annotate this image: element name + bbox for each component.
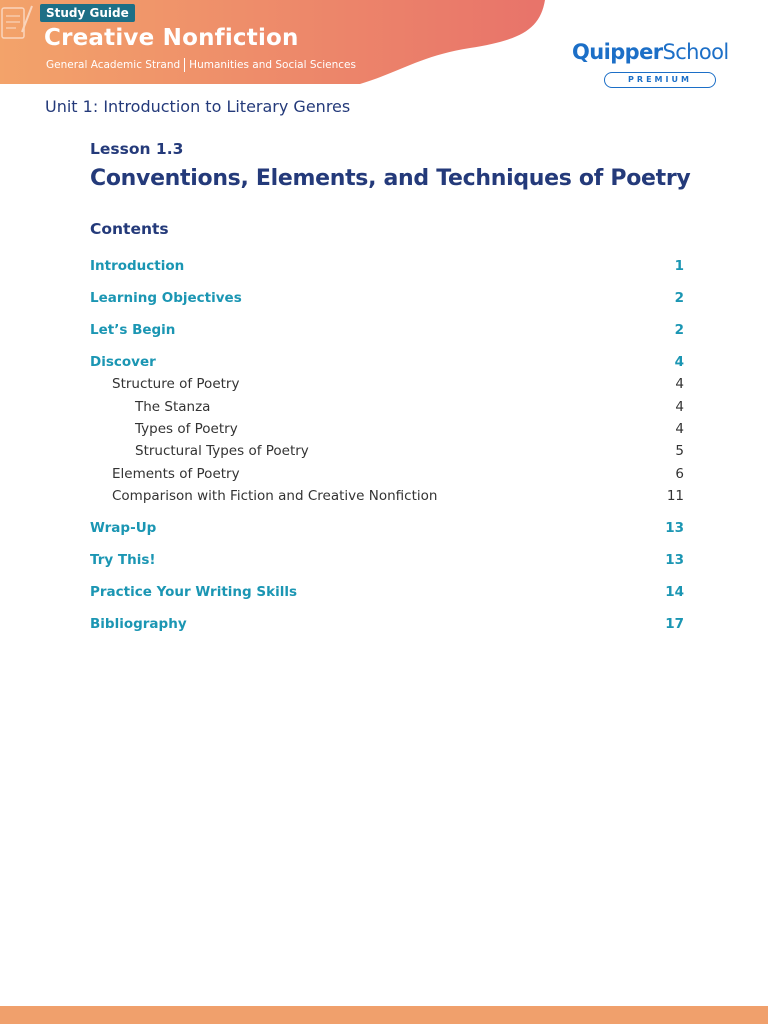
toc-page: 13 xyxy=(665,552,684,568)
logo-premium-pill: PREMIUM xyxy=(604,72,716,88)
toc-label: Let’s Begin xyxy=(90,322,176,338)
toc-label: Introduction xyxy=(90,258,185,274)
toc-page: 11 xyxy=(666,488,684,504)
toc-page: 4 xyxy=(674,354,684,370)
lesson-title: Conventions, Elements, and Techniques of Poetry xyxy=(90,166,691,191)
lesson-number: Lesson 1.3 xyxy=(90,140,184,158)
toc-item-structure-of-poetry[interactable] xyxy=(90,376,684,396)
study-guide-badge: Study Guide xyxy=(40,4,135,22)
toc-item-introduction[interactable] xyxy=(90,258,684,278)
toc-page: 4 xyxy=(675,421,684,437)
toc-item-the-stanza[interactable] xyxy=(90,399,684,419)
toc-label: Structure of Poetry xyxy=(112,376,240,392)
toc-page: 17 xyxy=(665,616,684,632)
toc-item-discover[interactable] xyxy=(90,354,684,374)
logo-wordmark xyxy=(572,40,729,64)
contents-heading: Contents xyxy=(90,220,169,238)
toc-item-bibliography[interactable] xyxy=(90,616,684,636)
toc-item-structural-types-of-poetry[interactable] xyxy=(90,443,684,463)
toc-page: 2 xyxy=(674,290,684,306)
logo-brand-light: School xyxy=(662,40,729,64)
toc-label: Structural Types of Poetry xyxy=(135,443,309,459)
toc-label: Discover xyxy=(90,354,156,370)
course-title: Creative Nonfiction xyxy=(44,25,299,51)
unit-title: Unit 1: Introduction to Literary Genres xyxy=(45,97,351,116)
toc-page: 1 xyxy=(674,258,684,274)
logo-brand-bold: Quipper xyxy=(572,40,663,64)
toc-item-elements-of-poetry[interactable] xyxy=(90,466,684,486)
toc-label: Practice Your Writing Skills xyxy=(90,584,297,600)
footer-band xyxy=(0,1006,768,1024)
toc-item-learning-objectives[interactable] xyxy=(90,290,684,310)
toc-label: Try This! xyxy=(90,552,156,568)
strand-divider xyxy=(184,58,185,72)
toc-item-wrap-up[interactable] xyxy=(90,520,684,540)
toc-page: 4 xyxy=(675,376,684,392)
toc-page: 2 xyxy=(674,322,684,338)
toc-label: Types of Poetry xyxy=(135,421,238,437)
toc-page: 14 xyxy=(665,584,684,600)
toc-page: 5 xyxy=(675,443,684,459)
toc-item-try-this[interactable] xyxy=(90,552,684,572)
toc-item-comparison-fiction-cnf[interactable] xyxy=(90,488,684,508)
toc-page: 4 xyxy=(675,399,684,415)
toc-page: 13 xyxy=(665,520,684,536)
strand-label: General Academic Strand xyxy=(46,59,181,71)
track-label: Humanities and Social Sciences xyxy=(189,59,356,71)
toc-label: Learning Objectives xyxy=(90,290,242,306)
toc-item-lets-begin[interactable] xyxy=(90,322,684,342)
toc-label: Wrap-Up xyxy=(90,520,157,536)
toc-item-types-of-poetry[interactable] xyxy=(90,421,684,441)
toc-label: Elements of Poetry xyxy=(112,466,240,482)
toc-label: The Stanza xyxy=(135,399,211,415)
toc-page: 6 xyxy=(675,466,684,482)
strand-line xyxy=(46,58,356,72)
toc-item-practice-writing-skills[interactable] xyxy=(90,584,684,604)
quipper-school-logo xyxy=(572,40,729,84)
notebook-pen-icon xyxy=(0,0,34,46)
toc-label: Bibliography xyxy=(90,616,187,632)
toc-label: Comparison with Fiction and Creative Nonfiction xyxy=(112,488,438,504)
